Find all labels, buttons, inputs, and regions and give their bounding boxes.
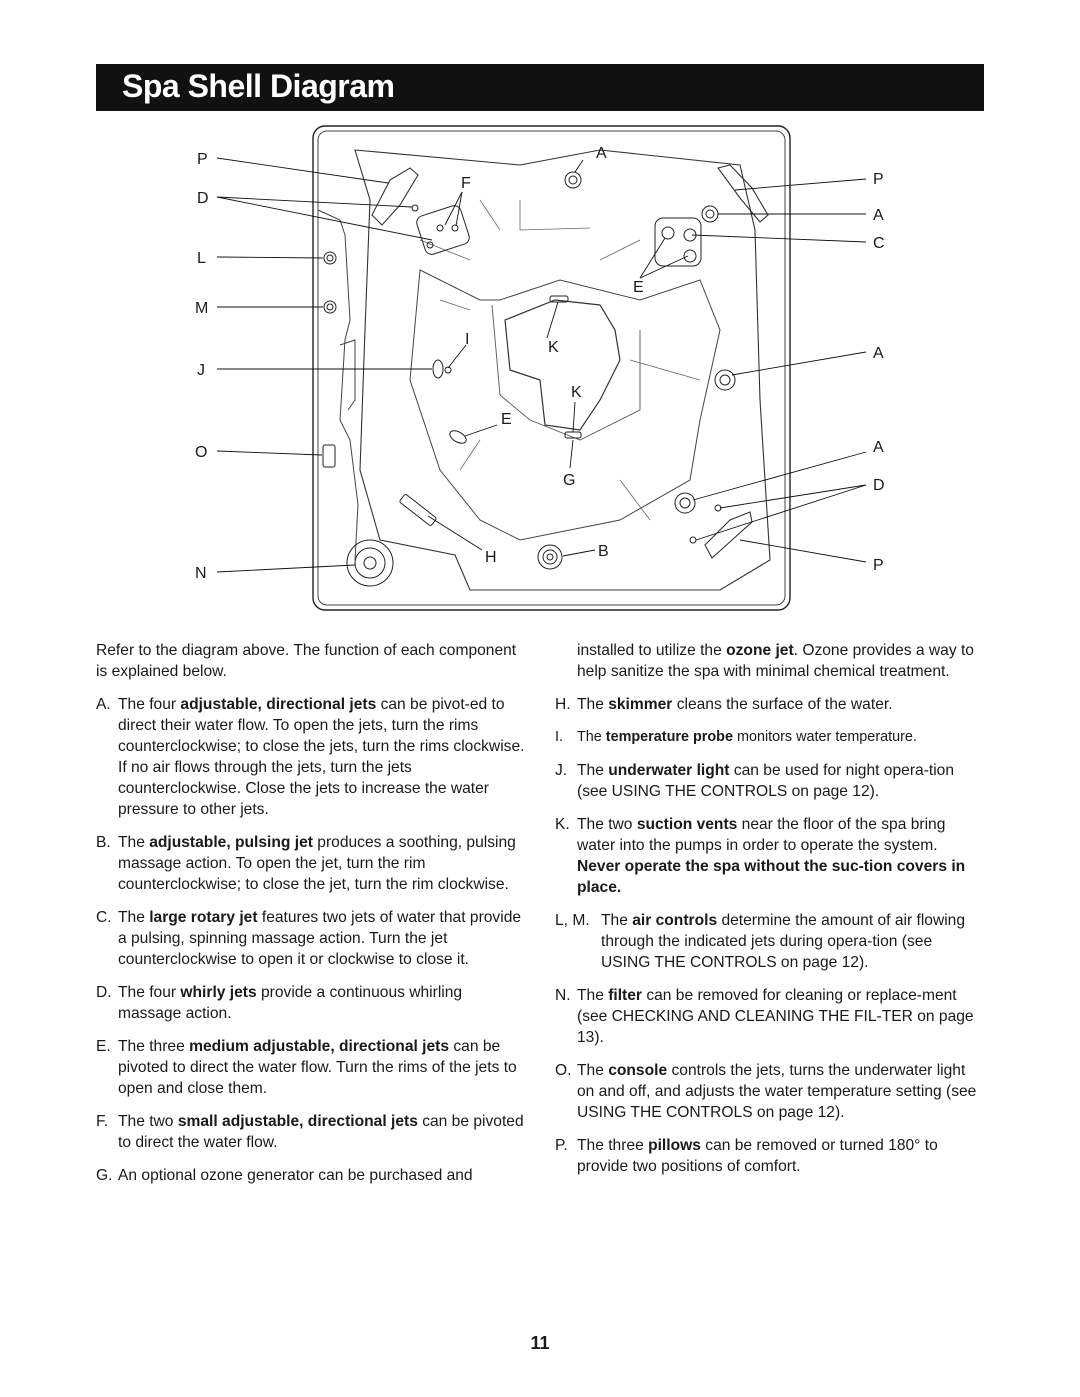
item-text: The	[577, 729, 606, 745]
item-term: adjustable, directional jets	[180, 696, 377, 713]
item-f	[96, 1111, 526, 1153]
item-key: K.	[555, 816, 570, 833]
item-p	[555, 1135, 985, 1177]
label-m: M	[195, 300, 209, 317]
item-key: C.	[96, 909, 112, 926]
item-text: The	[118, 909, 150, 926]
item-text: features two jets of water that provide a pulsing, spinning massage action. Turn the jet counterclockwise to open it or clockwise to close it.	[118, 909, 522, 968]
label-p-left: P	[197, 151, 208, 168]
item-key: L, M.	[555, 912, 590, 929]
item-key: B.	[96, 834, 111, 851]
label-a-right-3: A	[873, 439, 884, 456]
item-key: I.	[555, 729, 563, 745]
item-j	[555, 760, 985, 802]
item-term: air controls	[632, 912, 718, 929]
label-k-lower: K	[571, 384, 582, 401]
item-text: The	[601, 912, 633, 929]
item-text: produces a soothing, pulsing massage action. To open the jet, turn the rim counterclockwise; to close the jet, turn the rim clockwise.	[118, 834, 516, 893]
item-term: whirly jets	[180, 984, 257, 1001]
footwell-outer	[410, 270, 720, 540]
whirly-jet-d3	[690, 537, 696, 543]
jet-b-pulsing	[538, 545, 562, 569]
label-a-top: A	[596, 145, 607, 162]
item-term: suction vents	[636, 816, 738, 833]
label-n: N	[195, 565, 207, 582]
item-text: can be used for night opera-tion (see USING THE CONTROLS on page 12).	[577, 762, 955, 800]
item-k	[555, 814, 985, 898]
item-key: J.	[555, 762, 568, 779]
item-term: pillows	[648, 1137, 701, 1154]
label-p-right-bottom: P	[873, 557, 884, 574]
item-text: cleans the surface of the water.	[672, 696, 893, 713]
label-f: F	[461, 175, 471, 192]
item-lm	[555, 910, 985, 973]
item-h	[555, 694, 985, 715]
item-text: The four	[118, 696, 181, 713]
item-text: The	[118, 834, 150, 851]
item-a	[96, 694, 526, 820]
item-key: N.	[555, 987, 571, 1004]
item-text: An optional ozone generator can be purchased and	[118, 1167, 473, 1184]
item-key: O.	[555, 1062, 572, 1079]
pillow-top-right	[718, 165, 768, 222]
jet-a-right	[715, 370, 735, 390]
item-n	[555, 985, 985, 1048]
item-text: can be pivoted to direct the water flow.	[118, 1113, 524, 1151]
label-o: O	[195, 444, 208, 461]
item-key: E.	[96, 1038, 111, 1055]
item-c	[96, 907, 526, 970]
label-d-right: D	[873, 477, 885, 494]
label-p-right-top: P	[873, 171, 884, 188]
label-e-upper: E	[633, 279, 644, 296]
page-title: Spa Shell Diagram	[122, 68, 395, 104]
label-a-right-2: A	[873, 345, 884, 362]
label-e-lower: E	[501, 411, 512, 428]
item-o	[555, 1060, 985, 1123]
item-text: The	[577, 987, 609, 1004]
jet-e-lower	[448, 428, 469, 446]
jet-a-right-bottom	[675, 493, 695, 513]
right-column	[555, 640, 985, 1189]
left-column	[96, 640, 526, 1198]
item-warning: Never operate the spa without the suc-tion covers in place.	[577, 858, 966, 896]
item-text: monitors water temperature.	[732, 729, 917, 745]
item-text: installed to utilize the	[577, 642, 727, 659]
item-key: D.	[96, 984, 112, 1001]
item-key: G.	[96, 1167, 113, 1184]
item-text: The two	[577, 816, 637, 833]
console-o	[323, 445, 335, 467]
item-text: provide a continuous whirling massage action.	[118, 984, 463, 1022]
item-term: console	[608, 1062, 668, 1079]
label-l: L	[197, 250, 206, 267]
item-key: A.	[96, 696, 111, 713]
air-control-m	[324, 301, 336, 313]
item-key: F.	[96, 1113, 109, 1130]
filter-n	[347, 540, 393, 586]
rotary-jet-c	[655, 218, 701, 266]
item-text: The	[577, 762, 609, 779]
jet-a-top	[565, 172, 581, 188]
left-side-panel	[318, 210, 358, 560]
item-text: The three	[577, 1137, 649, 1154]
small-jets-f	[415, 204, 471, 256]
item-text: . Ozone provides a way to help sanitize the spa with minimal chemical treatment.	[577, 642, 974, 680]
seat-divider	[420, 200, 700, 520]
jet-a-right-top	[702, 206, 718, 222]
item-term: skimmer	[608, 696, 673, 713]
seating-outline	[355, 150, 770, 590]
label-c: C	[873, 235, 885, 252]
footwell-step	[492, 305, 640, 440]
air-control-l	[324, 252, 336, 264]
item-g-continued	[555, 640, 985, 682]
footwell-inner	[505, 300, 620, 430]
item-term: large rotary jet	[149, 909, 258, 926]
intro-text: Refer to the diagram above. The function of each component is explained below.	[96, 642, 517, 680]
label-i: I	[465, 331, 470, 348]
item-term: temperature probe	[605, 729, 733, 745]
item-text: The three	[118, 1038, 190, 1055]
skimmer-h	[399, 494, 437, 527]
item-text: can be pivoted to direct the water flow. Turn the rims of the jets to open and close them.	[118, 1038, 517, 1097]
label-d-left: D	[197, 190, 209, 207]
item-term: small adjustable, directional jets	[177, 1113, 418, 1130]
item-text: can be removed or turned 180° to provide two positions of comfort.	[577, 1137, 938, 1175]
page-number: 11	[530, 1333, 550, 1353]
item-text: determine the amount of air flowing through the indicated jets during opera-tion (see USING THE CONTROLS on page 12).	[601, 912, 966, 971]
spa-shell-diagram	[0, 0, 1080, 640]
item-b	[96, 832, 526, 895]
label-h: H	[485, 549, 497, 566]
item-term: ozone jet	[726, 642, 794, 659]
item-text: The four	[118, 984, 181, 1001]
label-b: B	[598, 543, 609, 560]
item-key: P.	[555, 1137, 568, 1154]
item-text: near the floor of the spa bring water into the pumps in order to operate the system.	[577, 816, 946, 854]
item-text: controls the jets, turns the underwater light on and off, and adjusts the water temperature setting (see USING THE CONTROLS on page 12).	[577, 1062, 977, 1121]
underwater-light-j	[433, 360, 443, 378]
item-text: The	[577, 1062, 609, 1079]
item-text: The	[577, 696, 609, 713]
label-a-right-1: A	[873, 207, 884, 224]
item-g	[96, 1165, 526, 1186]
item-key: H.	[555, 696, 571, 713]
item-text: can be removed for cleaning or replace-ment (see CHECKING AND CLEANING THE FIL-TER on page 13).	[577, 987, 974, 1046]
item-text: The two	[118, 1113, 178, 1130]
pillow-top-left	[372, 168, 418, 225]
item-term: medium adjustable, directional jets	[189, 1038, 450, 1055]
item-term: underwater light	[608, 762, 730, 779]
spa-outer-rim	[313, 126, 790, 610]
item-i	[555, 727, 985, 748]
item-d	[96, 982, 526, 1024]
item-text: can be pivot-ed to direct their water flow. To open the jets, turn the rims counterclockwise; to close the jets, turn the rims clockwise. If no air flows through the jets, turn the jets counterclockwise. Close the jets to increase the water pressure to other jets.	[118, 696, 525, 818]
label-k-upper: K	[548, 339, 559, 356]
item-term: filter	[608, 987, 642, 1004]
label-j: J	[197, 362, 205, 379]
left-side-channel	[340, 340, 355, 410]
item-e	[96, 1036, 526, 1099]
item-term: adjustable, pulsing jet	[149, 834, 313, 851]
label-g: G	[563, 472, 576, 489]
whirly-jet-d1	[412, 205, 418, 211]
